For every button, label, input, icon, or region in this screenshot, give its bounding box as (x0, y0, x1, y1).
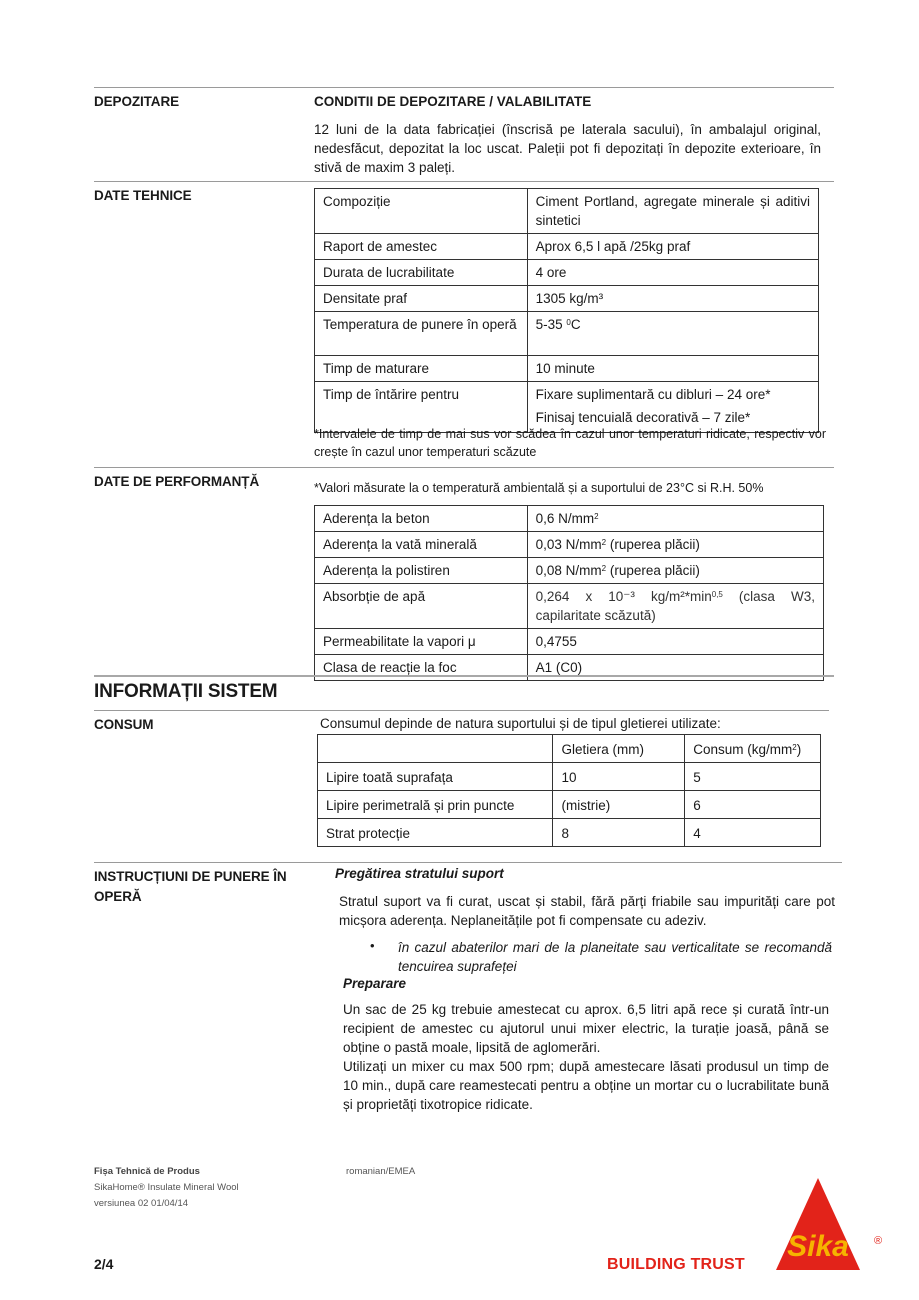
footer-product: SikaHome® Insulate Mineral Wool (94, 1182, 239, 1193)
table-cell-key: Clasa de reacție la foc (315, 655, 528, 681)
table-cell-key: Raport de amestec (315, 234, 528, 260)
footer-locale: romanian/EMEA (346, 1166, 416, 1177)
header-text: Consum (kg/mm (693, 742, 793, 757)
table-cell-key: Timp de maturare (315, 356, 528, 382)
consumption-table (317, 734, 821, 847)
table-cell: Strat protecție (318, 819, 553, 847)
superscript: 2 (601, 564, 607, 573)
value-text: 0,08 N/mm (535, 563, 602, 578)
table-row (318, 763, 821, 791)
superscript: 2 (792, 743, 797, 752)
table-cell-value (527, 506, 823, 532)
divider (94, 181, 834, 182)
page-number: 2/4 (94, 1256, 114, 1272)
header-text: ) (796, 742, 802, 757)
table-cell: 5 (685, 763, 821, 791)
table-cell: 10 (553, 763, 685, 791)
table-cell-value: 1305 kg/m³ (527, 286, 818, 312)
table-row (315, 584, 824, 629)
table-cell-value (527, 532, 823, 558)
table-cell: 4 (685, 819, 821, 847)
table-header-row (318, 735, 821, 763)
value-suffix: (ruperea plăcii) (606, 563, 700, 578)
column-header (685, 735, 821, 763)
consumption-intro: Consumul depinde de natura suportului și de tipul gletierei utilizate: (320, 716, 721, 731)
table-cell-key: Aderența la beton (315, 506, 528, 532)
subheading-surface-prep: Pregătirea stratului suport (335, 866, 504, 881)
value-text: 0,264 x 10⁻³ kg/m²*min (535, 589, 712, 604)
table-cell-key: Aderența la vată minerală (315, 532, 528, 558)
table-cell: 8 (553, 819, 685, 847)
table-cell: 6 (685, 791, 821, 819)
table-cell-key: Densitate praf (315, 286, 528, 312)
table-cell-value: 4 ore (527, 260, 818, 286)
bullet-icon: • (370, 938, 375, 953)
value-text: 5-35 (535, 317, 567, 332)
section-label-date-tehnice: DATE TEHNICE (94, 188, 192, 203)
value-line: Fixare suplimentară cu dibluri – 24 ore* (535, 387, 771, 402)
column-header: Gletiera (mm) (553, 735, 685, 763)
table-cell-value: Aprox 6,5 l apă /25kg praf (527, 234, 818, 260)
technical-note: *Intervalele de timp de mai sus vor scădea în cazul unor temperaturi ridicate, respectiv vor crește în cazul unor temperaturi scăzute (314, 427, 826, 459)
table-cell-value: 0,4755 (527, 629, 823, 655)
superscript: 0,5 (711, 590, 723, 599)
value-text: 0,03 N/mm (535, 537, 602, 552)
footer-doc-title: Fișa Tehnică de Produs (94, 1166, 200, 1177)
registered-mark: ® (873, 1235, 883, 1247)
divider (94, 862, 842, 863)
sika-wordmark: Sika (787, 1230, 849, 1263)
preparation-text: Un sac de 25 kg trebuie amestecat cu aprox. 6,5 litri apă rece și curată într-un recipient de amestec cu ajutorul unui mixer electric, la turație joasă, până se obține o pastă moale, lipsită de aglomerări. (343, 1002, 829, 1055)
superscript: 0 (566, 318, 571, 327)
table-row (315, 558, 824, 584)
table-cell: Lipire perimetrală și prin puncte (318, 791, 553, 819)
table-row (315, 629, 824, 655)
table-row (315, 234, 819, 260)
section-label-instructiuni: INSTRUCȚIUNI DE PUNERE ÎN OPERĂ (94, 869, 287, 904)
table-cell-key: Timp de întărire pentru (315, 382, 528, 433)
table-row (318, 819, 821, 847)
divider (94, 87, 834, 88)
table-row (315, 189, 819, 234)
column-header (318, 735, 553, 763)
storage-text: 12 luni de la data fabricației (înscrisă pe laterala sacului), în ambalajul original, nedesfăcut, depozitat la loc uscat. Paleții pot fi depozitați în depozite exterioare, în stivă de maxim 3 paleți. (314, 122, 821, 175)
superscript: 2 (594, 512, 599, 521)
section-label-consum: CONSUM (94, 717, 154, 732)
table-cell-key: Permeabilitate la vapori μ (315, 629, 528, 655)
value-unit: C (570, 317, 581, 332)
value-suffix: (clasa W3, capilaritate scăzută) (535, 589, 816, 623)
subheading-preparation: Preparare (343, 976, 407, 991)
sika-logo (776, 1178, 888, 1274)
footer-version: versiunea 02 01/04/14 (94, 1198, 189, 1209)
table-row (315, 312, 819, 356)
value-line: Finisaj tencuială decorativă – 7 zile* (535, 410, 751, 425)
table-cell-value: 10 minute (527, 356, 818, 382)
table-cell-key: Aderența la polistiren (315, 558, 528, 584)
table-cell-value: Ciment Portland, agregate minerale și aditivi sintetici (527, 189, 818, 234)
technical-data-table (314, 188, 819, 433)
table-cell-value: A1 (C0) (527, 655, 823, 681)
superscript: 2 (601, 538, 607, 547)
divider (94, 675, 834, 677)
storage-title: CONDITII DE DEPOZITARE / VALABILITATE (314, 94, 592, 109)
table-cell-key: Absorbție de apă (315, 584, 528, 629)
table-cell-value (527, 558, 823, 584)
table-row (315, 356, 819, 382)
value-suffix: (ruperea plăcii) (606, 537, 700, 552)
performance-note: *Valori măsurate la o temperatură ambientală și a suportului de 23°C si R.H. 50% (314, 481, 764, 495)
table-row (315, 286, 819, 312)
divider (94, 710, 829, 711)
table-row (315, 506, 824, 532)
table-cell-value (527, 584, 823, 629)
table-row (315, 532, 824, 558)
table-row (315, 260, 819, 286)
table-cell-key: Compoziție (315, 189, 528, 234)
sika-triangle-icon (776, 1178, 888, 1274)
surface-prep-text: Stratul suport va fi curat, uscat și stabil, fără părți friabile sau impurități care pot micșora aderența. Neplaneitățile pot fi compensate cu adeziv. (339, 894, 835, 928)
bullet-text: în cazul abaterilor mari de la planeitate sau verticalitate se recomandă tencuirea suprafeței (398, 940, 832, 974)
performance-table (314, 505, 824, 681)
table-cell-value (527, 312, 818, 356)
mixing-text: Utilizați un mixer cu max 500 rpm; după amestecare lăsati produsul un timp de 10 min., după care reamestecati pentru a obține un mortar cu o lucrabilitate bună și proprietăți tixotropice ridicate. (343, 1059, 829, 1112)
divider (94, 467, 834, 468)
section-label-depozitare: DEPOZITARE (94, 94, 180, 109)
table-cell-key: Temperatura de punere în operă (315, 312, 528, 356)
section-label-date-performanta: DATE DE PERFORMANȚĂ (94, 474, 260, 489)
section-heading-informatii-sistem: INFORMAȚII SISTEM (94, 681, 278, 702)
table-cell: Lipire toată suprafața (318, 763, 553, 791)
table-cell-key: Durata de lucrabilitate (315, 260, 528, 286)
table-cell: (mistrie) (553, 791, 685, 819)
slogan-building-trust: BUILDING TRUST (607, 1256, 745, 1273)
table-row (318, 791, 821, 819)
value-text: 0,6 N/mm (535, 511, 595, 526)
